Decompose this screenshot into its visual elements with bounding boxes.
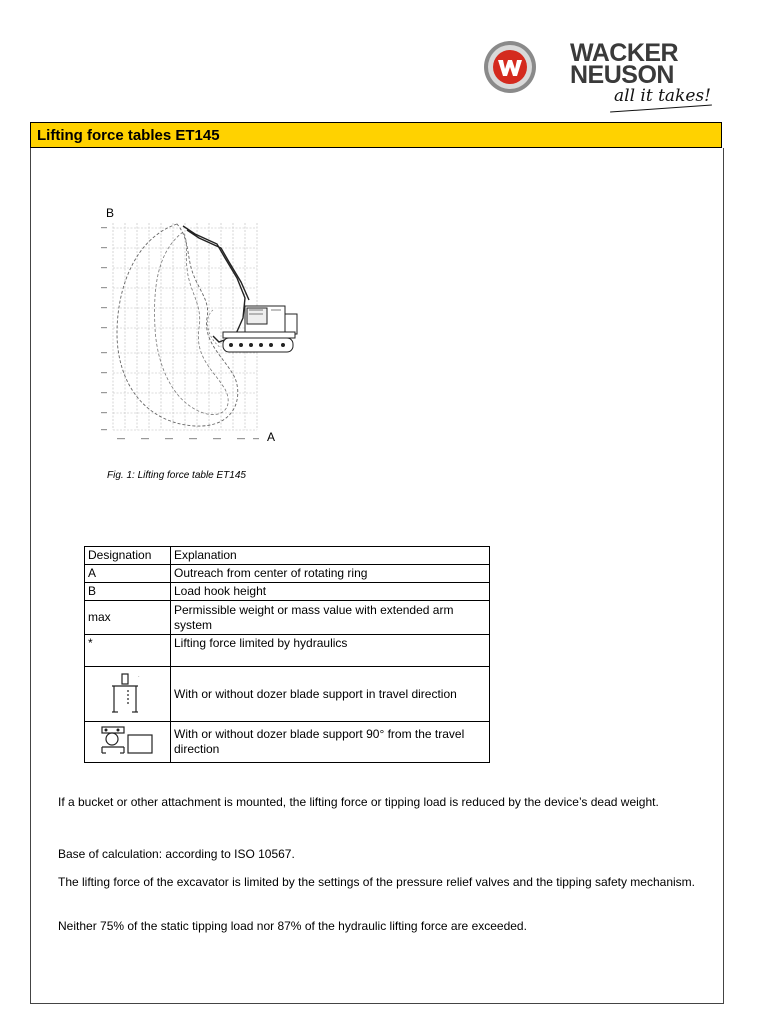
paragraph-percentages: Neither 75% of the static tipping load nor 87% of the hydraulic lifting force are exceeded.	[58, 919, 527, 933]
paragraph-attachment: If a bucket or other attachment is mounted, the lifting force or tipping load is reduced by the device’s dead weight.	[58, 795, 659, 809]
section-title-bar	[30, 122, 722, 148]
designation-cell: max	[85, 601, 171, 635]
explanation-cell: Load hook height	[171, 583, 490, 601]
page-title: Lifting force tables ET145	[37, 127, 220, 144]
explanation-cell: With or without dozer blade support 90° from the travel direction	[171, 722, 490, 763]
explanation-cell: Lifting force limited by hydraulics	[171, 635, 490, 667]
paragraph-calculation-base: Base of calculation: according to ISO 10567.	[58, 847, 295, 861]
brand-word-wacker: WACKER	[570, 39, 679, 67]
designation-cell: A	[85, 565, 171, 583]
designation-cell: *	[85, 635, 171, 667]
dozer-blade-90-degree-icon	[88, 723, 158, 757]
table-row	[85, 583, 490, 601]
designation-table	[84, 546, 490, 763]
table-header-row	[85, 547, 490, 565]
dozer-blade-travel-direction-icon	[88, 668, 148, 716]
header-explanation: Explanation	[171, 547, 490, 565]
table-row	[85, 601, 490, 635]
brand-tagline: all it takes!	[614, 86, 711, 106]
designation-cell: B	[85, 583, 171, 601]
explanation-cell: Outreach from center of rotating ring	[171, 565, 490, 583]
header-designation: Designation	[85, 547, 171, 565]
designation-cell	[85, 722, 171, 763]
explanation-cell: Permissible weight or mass value with extended arm system	[171, 601, 490, 635]
brand-logo	[570, 39, 711, 114]
brand-word-neuson: NEUSON	[570, 61, 674, 89]
table-row	[85, 565, 490, 583]
wacker-neuson-wheel-logo-icon	[483, 40, 537, 94]
table-row	[85, 635, 490, 667]
paragraph-lifting-limit: The lifting force of the excavator is limited by the settings of the pressure relief valves and the tipping safety mechanism.	[58, 875, 695, 889]
table-row	[85, 667, 490, 722]
axis-label-a: A	[267, 430, 276, 444]
figure-caption: Fig. 1: Lifting force table ET145	[107, 470, 246, 481]
svg-text:·: ·	[138, 674, 140, 680]
table-row	[85, 722, 490, 763]
axis-label-b: B	[106, 206, 115, 220]
explanation-cell: With or without dozer blade support in travel direction	[171, 667, 490, 722]
lifting-range-diagram	[95, 218, 305, 446]
designation-cell	[85, 667, 171, 722]
